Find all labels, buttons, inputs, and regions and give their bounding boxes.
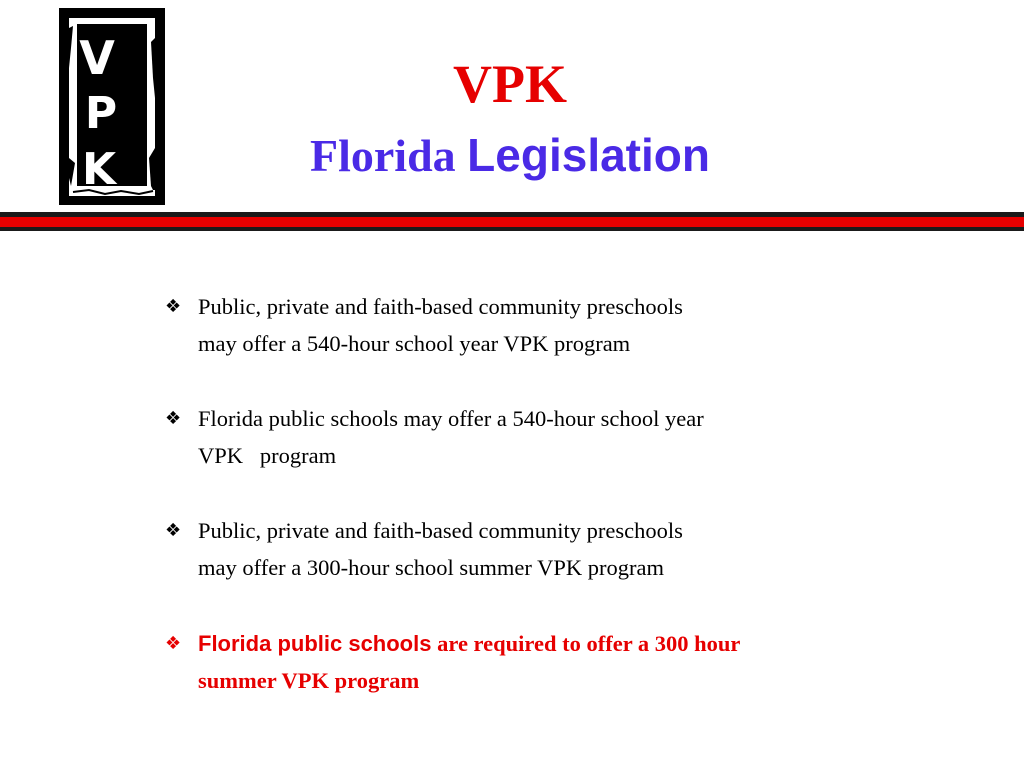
bullet-item — [165, 288, 925, 362]
bullet-line: may offer a 540-hour school year VPK program — [198, 331, 631, 356]
bullet-line: VPK program — [198, 443, 337, 468]
diamond-bullet-icon: ❖ — [165, 296, 182, 317]
vpk-logo — [59, 8, 165, 205]
bullet-item — [165, 400, 925, 474]
logo-letter-v: V — [79, 31, 115, 85]
diamond-bullet-icon: ❖ — [165, 520, 182, 541]
bullet-line — [198, 625, 925, 662]
bullet-text — [198, 625, 925, 699]
bullet-text — [198, 288, 925, 362]
bullet-line: Public, private and faith-based community preschools — [198, 294, 683, 319]
highlight-phrase: Florida public schools — [198, 631, 432, 656]
diamond-bullet-icon: ❖ — [165, 633, 182, 654]
bullet-line: may offer a 300-hour school summer VPK program — [198, 555, 664, 580]
bullet-line: Public, private and faith-based community preschools — [198, 518, 683, 543]
divider-red — [0, 217, 1024, 227]
bullet-line: summer VPK program — [198, 668, 420, 693]
diamond-bullet-icon: ❖ — [165, 408, 182, 429]
bullet-line-rest: are required to offer a 300 hour — [431, 631, 741, 656]
subtitle-word-florida: Florida — [310, 130, 456, 181]
divider-bottom — [0, 227, 1024, 231]
slide-subtitle — [200, 125, 820, 186]
subtitle-word-legislation: Legislation — [467, 129, 710, 181]
vpk-logo-graphic — [59, 8, 165, 205]
logo-letter-p: P — [84, 88, 118, 139]
bullet-line: Florida public schools may offer a 540-hour school year — [198, 406, 704, 431]
bullet-text — [198, 400, 925, 474]
logo-letter-k: K — [81, 144, 117, 195]
bullet-item-highlight — [165, 625, 925, 699]
slide-title: VPK — [453, 54, 567, 114]
bullet-text — [198, 512, 925, 586]
bullet-item — [165, 512, 925, 586]
